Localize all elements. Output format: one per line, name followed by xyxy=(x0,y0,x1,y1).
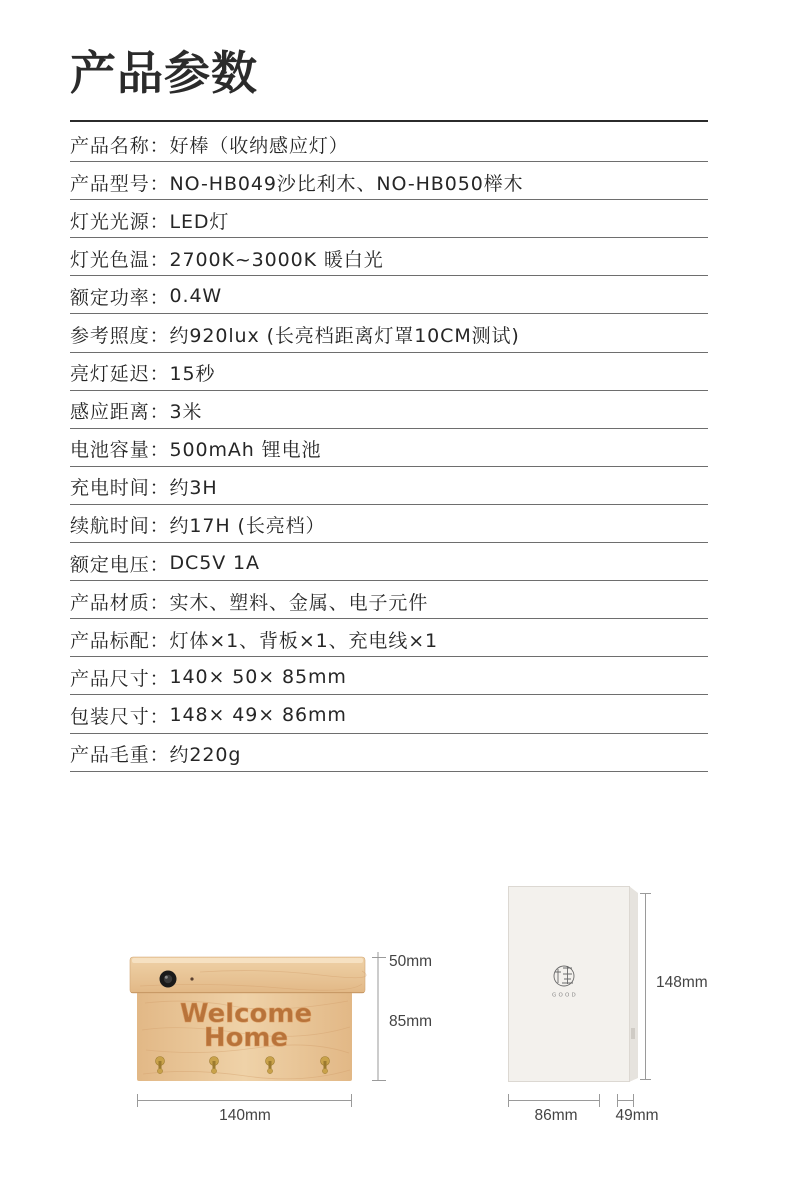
product-width-label: 140mm xyxy=(219,1107,271,1124)
spec-label: 额定电压： xyxy=(70,553,170,576)
spec-row-illuminance xyxy=(70,314,708,352)
spec-label: 电池容量： xyxy=(70,439,170,462)
spec-value: 约3H xyxy=(169,477,218,500)
spec-label: 灯光光源： xyxy=(70,210,170,233)
spec-value: 500mAh 锂电池 xyxy=(169,439,322,462)
spec-row-product-size xyxy=(70,657,708,695)
engraving-line-1: Welcome xyxy=(179,999,313,1029)
spec-row-battery-capacity xyxy=(70,429,708,467)
spec-value: 约17H (长亮档） xyxy=(169,515,326,538)
product-height-label: 85mm xyxy=(389,1013,433,1030)
package-height-label: 148mm xyxy=(656,974,708,991)
package-side-mark xyxy=(631,1028,635,1039)
indicator-light xyxy=(190,977,193,980)
spec-row-light-delay xyxy=(70,353,708,391)
spec-label: 参考照度： xyxy=(70,325,170,348)
motion-sensor-icon xyxy=(160,971,177,988)
spec-row-rated-power xyxy=(70,276,708,314)
spec-value: LED灯 xyxy=(169,210,230,233)
spec-row-battery-life xyxy=(70,505,708,543)
package-front-face xyxy=(509,887,630,1082)
spec-row-gross-weight xyxy=(70,734,708,772)
spec-value: NO-HB049沙比利木、NO-HB050榉木 xyxy=(169,172,524,195)
spec-table xyxy=(70,124,708,772)
spec-label: 产品型号： xyxy=(70,172,170,195)
package-depth-label: 49mm xyxy=(615,1107,659,1124)
spec-label: 灯光色温： xyxy=(70,248,170,271)
spec-value: 0.4W xyxy=(169,285,223,308)
spec-label: 感应距离： xyxy=(70,401,170,424)
dimension-diagram xyxy=(0,860,790,1140)
spec-value: 实木、塑料、金属、电子元件 xyxy=(169,591,429,614)
package-side-face xyxy=(629,886,638,1082)
spec-row-material xyxy=(70,581,708,619)
spec-label: 额定功率： xyxy=(70,286,170,309)
package-image xyxy=(509,886,639,1082)
page-title: 产品参数 xyxy=(70,46,258,100)
spec-label: 产品标配： xyxy=(70,629,170,652)
spec-label: 续航时间： xyxy=(70,515,170,538)
spec-label: 亮灯延迟： xyxy=(70,363,170,386)
spec-label: 产品尺寸： xyxy=(70,667,170,690)
spec-row-package-size xyxy=(70,695,708,733)
spec-row-color-temperature xyxy=(70,238,708,276)
spec-value: 148× 49× 86mm xyxy=(169,704,347,727)
product-depth-label: 50mm xyxy=(389,953,433,970)
spec-row-rated-voltage xyxy=(70,543,708,581)
spec-value: 140× 50× 85mm xyxy=(169,666,347,689)
spec-value: 3米 xyxy=(169,401,203,424)
spec-row-product-name xyxy=(70,124,708,162)
spec-row-sensing-distance xyxy=(70,391,708,429)
package-width-label: 86mm xyxy=(534,1107,578,1124)
spec-label: 产品材质： xyxy=(70,591,170,614)
spec-row-light-source xyxy=(70,200,708,238)
engraving-line-2: Home xyxy=(203,1023,289,1053)
spec-value: 15秒 xyxy=(169,363,216,386)
spec-label: 产品名称： xyxy=(70,134,170,157)
spec-value: 好棒（收纳感应灯） xyxy=(169,134,349,157)
spec-row-charging-time xyxy=(70,467,708,505)
spec-value: 2700K~3000K 暖白光 xyxy=(169,248,384,271)
spec-row-model xyxy=(70,162,708,200)
spec-value: 约220g xyxy=(169,744,242,767)
spec-value: DC5V 1A xyxy=(169,552,260,575)
spec-row-package-contents xyxy=(70,619,708,657)
product-image xyxy=(130,957,366,1081)
spec-label: 充电时间： xyxy=(70,477,170,500)
package-logo-text: GOOD xyxy=(552,992,578,999)
spec-value: 约920lux (长亮档距离灯罩10CM测试) xyxy=(169,325,520,348)
title-divider xyxy=(70,120,708,122)
spec-value: 灯体×1、背板×1、充电线×1 xyxy=(169,629,439,652)
spec-label: 产品毛重： xyxy=(70,744,170,767)
spec-label: 包装尺寸： xyxy=(70,705,170,728)
